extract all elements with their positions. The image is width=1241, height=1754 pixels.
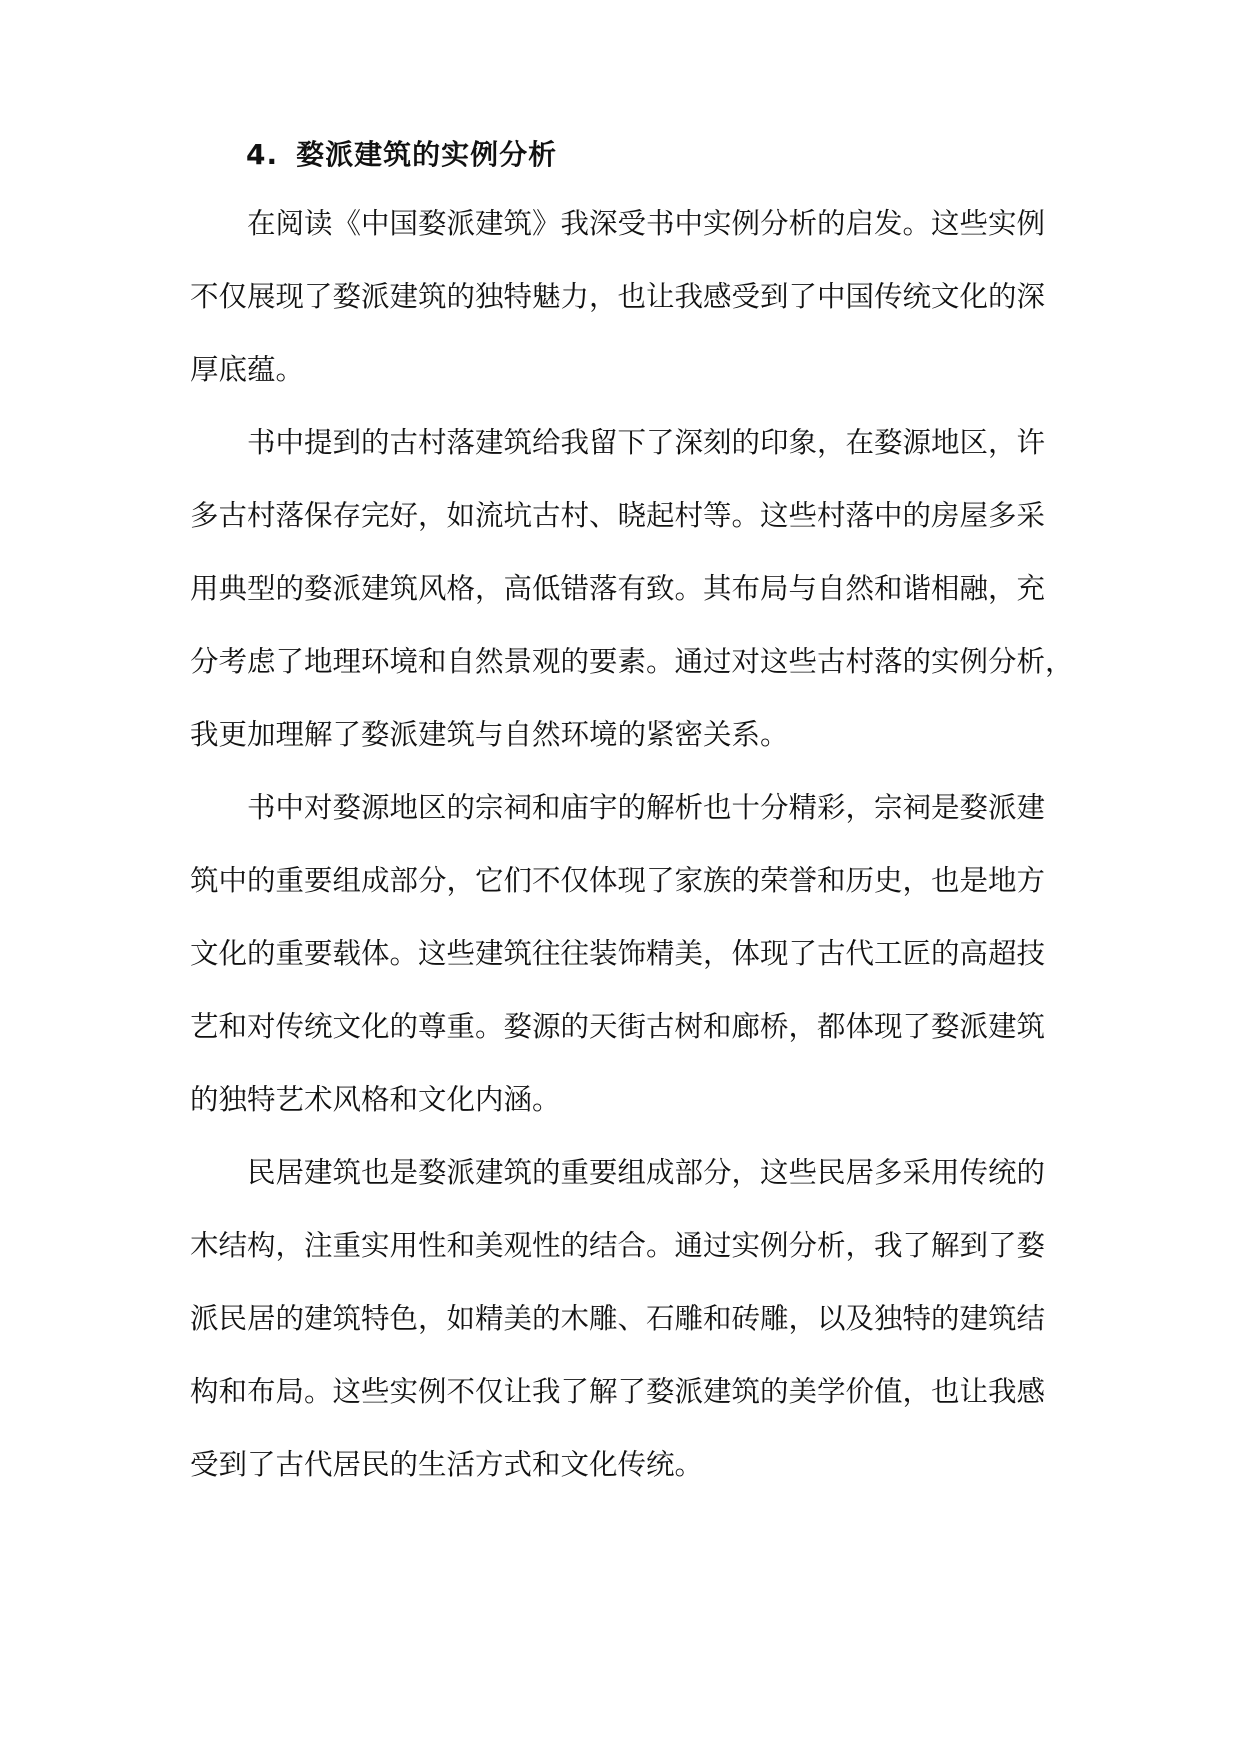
section-number: 4.	[246, 138, 279, 171]
paragraph-line: 厚底蕴。	[190, 353, 305, 386]
paragraph-line: 用典型的婺派建筑风格，高低错落有致。其布局与自然和谐相融，充	[190, 572, 1046, 605]
paragraph-temples	[190, 789, 1053, 1118]
paragraph-line: 受到了古代居民的生活方式和文化传统。	[190, 1448, 704, 1481]
paragraph-line: 构和布局。这些实例不仅让我了解了婺派建筑的美学价值，也让我感	[190, 1375, 1046, 1408]
document-body	[190, 134, 1074, 1519]
paragraph-intro	[190, 205, 1053, 388]
paragraph-line: 书中对婺源地区的宗祠和庙宇的解析也十分精彩，宗祠是婺派建	[247, 791, 1046, 824]
paragraph-line: 书中提到的古村落建筑给我留下了深刻的印象，在婺源地区，许	[247, 426, 1046, 459]
paragraph-line: 筑中的重要组成部分，它们不仅体现了家族的荣誉和历史，也是地方	[190, 864, 1046, 897]
paragraph-line: 木结构，注重实用性和美观性的结合。通过实例分析，我了解到了婺	[190, 1229, 1046, 1262]
paragraph-line: 我更加理解了婺派建筑与自然环境的紧密关系。	[190, 718, 789, 751]
paragraph-dwellings	[190, 1154, 1053, 1483]
paragraph-line: 派民居的建筑特色，如精美的木雕、石雕和砖雕，以及独特的建筑结	[190, 1302, 1046, 1335]
section-title: 婺派建筑的实例分析	[296, 138, 558, 171]
paragraph-line: 在阅读《中国婺派建筑》我深受书中实例分析的启发。这些实例	[247, 207, 1046, 240]
paragraph-line: 艺和对传统文化的尊重。婺源的天街古树和廊桥，都体现了婺派建筑	[190, 1010, 1046, 1043]
paragraph-line: 多古村落保存完好，如流坑古村、晓起村等。这些村落中的房屋多采	[190, 499, 1046, 532]
paragraph-line: 不仅展现了婺派建筑的独特魅力，也让我感受到了中国传统文化的深	[190, 280, 1046, 313]
paragraph-line: 分考虑了地理环境和自然景观的要素。通过对这些古村落的实例分析，	[190, 645, 1074, 678]
section-heading	[190, 134, 1053, 176]
paragraph-line: 的独特艺术风格和文化内涵。	[190, 1083, 561, 1116]
paragraph-villages	[190, 424, 1074, 753]
paragraph-line: 民居建筑也是婺派建筑的重要组成部分，这些民居多采用传统的	[247, 1156, 1046, 1189]
paragraph-line: 文化的重要载体。这些建筑往往装饰精美，体现了古代工匠的高超技	[190, 937, 1046, 970]
